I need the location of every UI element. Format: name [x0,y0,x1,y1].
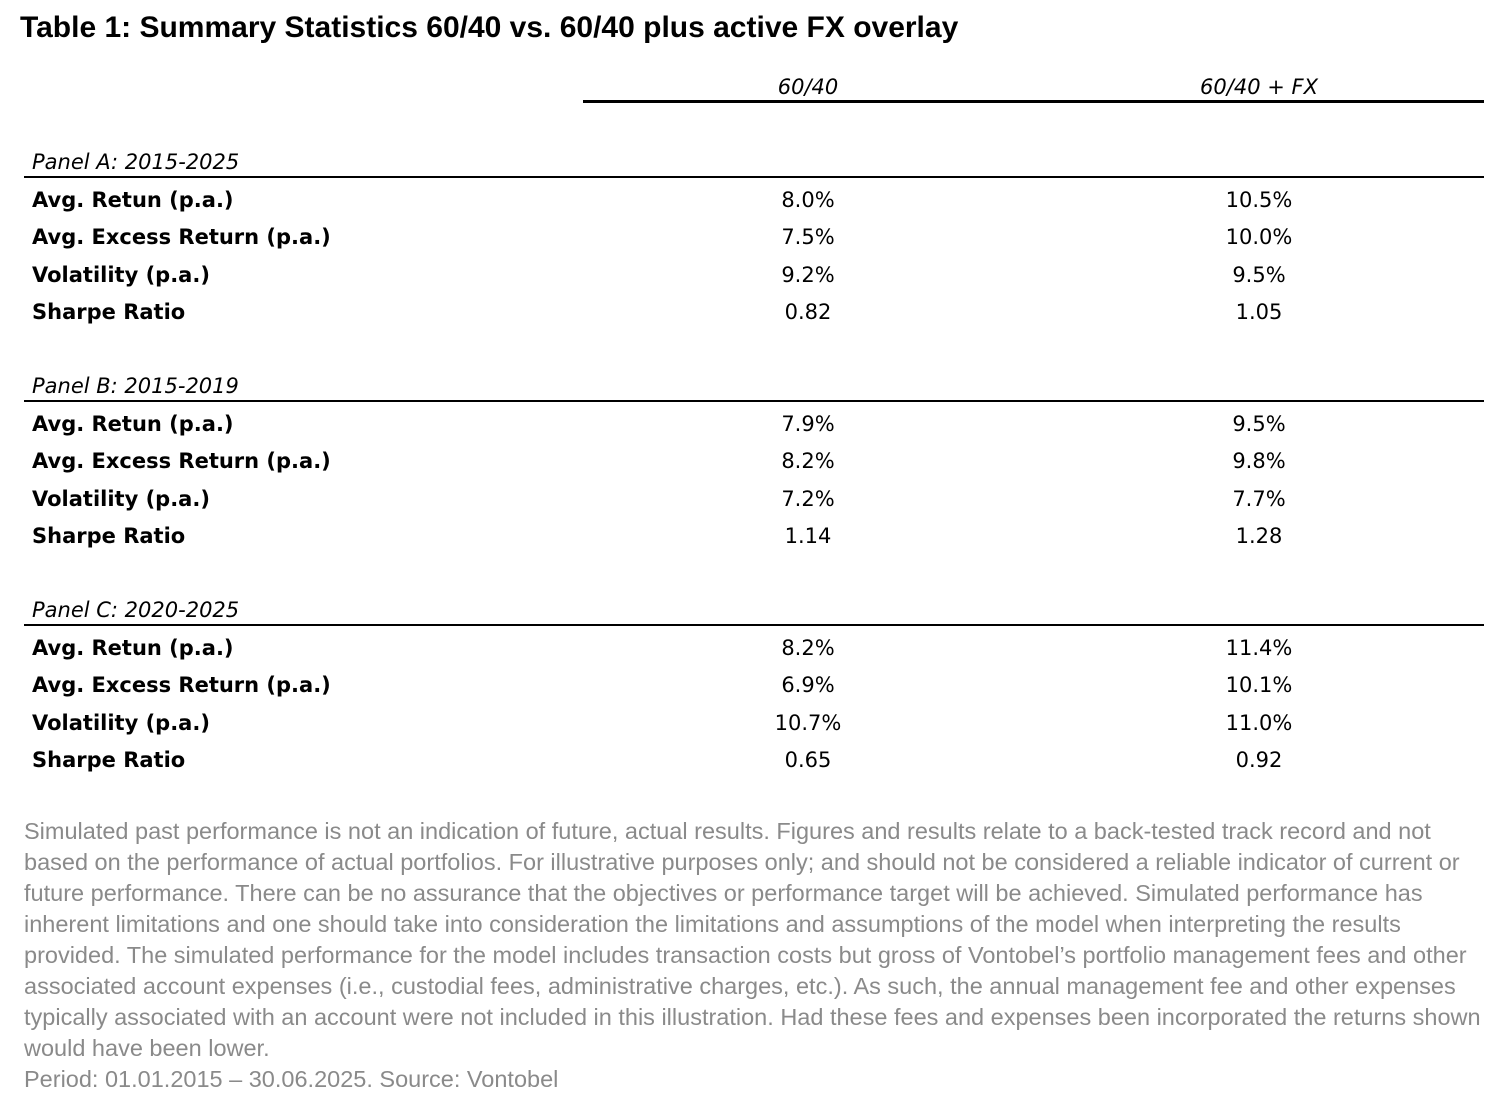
cell-60-40-fx: 7.7% [1232,487,1286,511]
cell-60-40-fx: 10.1% [1225,673,1293,697]
cell-60-40-fx: 10.0% [1225,225,1293,249]
disclaimer-block [24,816,1490,1095]
table-row [0,745,1500,782]
column-header-60-40-fx: 60/40 + FX [1200,75,1318,99]
row-label: Avg. Retun (p.a.) [32,636,234,660]
table-row [0,260,1500,297]
row-label: Avg. Excess Return (p.a.) [32,225,331,249]
cell-60-40: 8.2% [781,636,835,660]
cell-60-40-fx: 0.92 [1235,748,1283,772]
panel-rule [24,624,1484,626]
header-rule [583,100,1484,103]
cell-60-40: 8.0% [781,188,835,212]
cell-60-40: 6.9% [781,673,835,697]
table-row [0,297,1500,334]
row-label: Sharpe Ratio [32,300,186,324]
row-label: Volatility (p.a.) [32,263,210,287]
cell-60-40: 0.65 [784,748,832,772]
row-label: Sharpe Ratio [32,524,186,548]
cell-60-40: 9.2% [781,263,835,287]
panel-label: Panel C: 2020-2025 [32,598,240,622]
table-row [0,409,1500,446]
table-row [0,708,1500,745]
cell-60-40: 7.5% [781,225,835,249]
table-row [0,484,1500,521]
cell-60-40-fx: 9.5% [1232,263,1286,287]
cell-60-40: 0.82 [784,300,832,324]
row-label: Volatility (p.a.) [32,711,210,735]
panel-rule [24,400,1484,402]
table-row [0,185,1500,222]
cell-60-40: 7.2% [781,487,835,511]
cell-60-40-fx: 1.28 [1235,524,1283,548]
column-header-60-40: 60/40 [777,75,839,99]
row-label: Avg. Retun (p.a.) [32,412,234,436]
source-note: Period: 01.01.2015 – 30.06.2025. Source: Vontobel [24,1066,559,1092]
panel-label: Panel B: 2015-2019 [32,374,239,398]
cell-60-40-fx: 1.05 [1235,300,1283,324]
row-label: Avg. Excess Return (p.a.) [32,673,331,697]
cell-60-40-fx: 10.5% [1225,188,1293,212]
row-label: Avg. Excess Return (p.a.) [32,449,331,473]
panel-rule [24,176,1484,178]
panel-c [0,595,1500,815]
cell-60-40: 7.9% [781,412,835,436]
cell-60-40-fx: 11.0% [1225,711,1293,735]
panel-label: Panel A: 2015-2025 [32,150,240,174]
disclaimer-text: Simulated past performance is not an indication of future, actual results. Figures and results relate to a back-tested track record and not based on the performance of actual portfolios. For illustrative purposes only; and should not be considered a reliable indicator of current or future performance. There can be no assurance that the objectives or performance target will be achieved. Simulated performance has inherent limitations and one should take into consideration the limitations and assumptions of the model when interpreting the results provided. The simulated performance for the model includes transaction costs but gross of Vontobel’s portfolio management fees and other associated account expenses (i.e., custodial fees, administrative charges, etc.). As such, the annual management fee and other expenses typically associated with an account were not included in this illustration. Had these fees and expenses been incorporated the returns shown would have been lower. [24,818,1481,1061]
cell-60-40: 8.2% [781,449,835,473]
row-label: Volatility (p.a.) [32,487,210,511]
table-row [0,670,1500,707]
cell-60-40: 1.14 [784,524,832,548]
table-row [0,633,1500,670]
row-label: Sharpe Ratio [32,748,186,772]
table-row [0,521,1500,558]
table-row [0,222,1500,259]
table-title: Table 1: Summary Statistics 60/40 vs. 60/40 plus active FX overlay [20,11,959,44]
cell-60-40-fx: 9.5% [1232,412,1286,436]
panel-a [0,147,1500,367]
row-label: Avg. Retun (p.a.) [32,188,234,212]
table-row [0,446,1500,483]
cell-60-40: 10.7% [774,711,842,735]
panel-b [0,371,1500,591]
cell-60-40-fx: 11.4% [1225,636,1293,660]
cell-60-40-fx: 9.8% [1232,449,1286,473]
